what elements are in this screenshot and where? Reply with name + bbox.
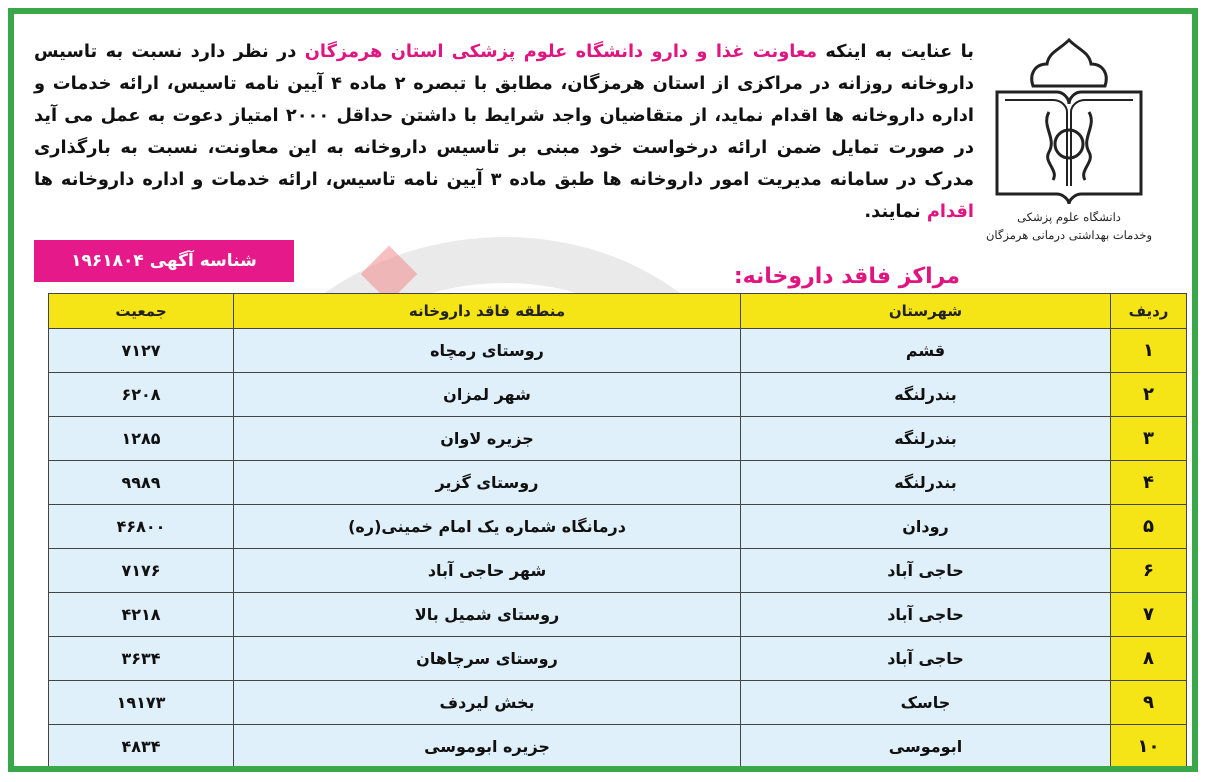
row-index: ۱ bbox=[1111, 329, 1187, 373]
header-city: شهرستان bbox=[741, 294, 1111, 329]
intro-text-start: با عنایت به اینکه bbox=[816, 41, 974, 62]
table-row bbox=[49, 681, 1187, 725]
row-city: جاسک bbox=[741, 681, 1111, 725]
intro-highlight-organization: معاونت غذا و دارو دانشگاه علوم پزشکی استان هرمزگان bbox=[304, 41, 817, 62]
table-row bbox=[49, 505, 1187, 549]
intro-paragraph bbox=[34, 36, 974, 228]
row-city: رودان bbox=[741, 505, 1111, 549]
row-city: بندرلنگه bbox=[741, 417, 1111, 461]
row-area: بخش لیردف bbox=[234, 681, 741, 725]
row-area: روستای شمیل بالا bbox=[234, 593, 741, 637]
row-city: حاجی آباد bbox=[741, 593, 1111, 637]
table-row bbox=[49, 373, 1187, 417]
row-city: بندرلنگه bbox=[741, 461, 1111, 505]
table-header-row bbox=[49, 294, 1187, 329]
row-city: حاجی آباد bbox=[741, 549, 1111, 593]
row-population: ۴۲۱۸ bbox=[49, 593, 234, 637]
row-index: ۸ bbox=[1111, 637, 1187, 681]
row-area: جزیره لاوان bbox=[234, 417, 741, 461]
row-index: ۷ bbox=[1111, 593, 1187, 637]
row-index: ۴ bbox=[1111, 461, 1187, 505]
row-city: قشم bbox=[741, 329, 1111, 373]
row-area: روستای گزیر bbox=[234, 461, 741, 505]
pharmacy-table bbox=[48, 293, 1187, 769]
row-area: روستای سرچاهان bbox=[234, 637, 741, 681]
header-area: منطقه فاقد داروخانه bbox=[234, 294, 741, 329]
row-area: شهر لمزان bbox=[234, 373, 741, 417]
row-population: ۱۲۸۵ bbox=[49, 417, 234, 461]
row-index: ۵ bbox=[1111, 505, 1187, 549]
row-index: ۲ bbox=[1111, 373, 1187, 417]
row-population: ۶۲۰۸ bbox=[49, 373, 234, 417]
section-title: مراکز فاقد داروخانه: bbox=[733, 264, 960, 289]
row-population: ۷۱۲۷ bbox=[49, 329, 234, 373]
header-index: ردیف bbox=[1111, 294, 1187, 329]
university-emblem-icon bbox=[989, 34, 1149, 204]
logo-line-services: وخدمات بهداشتی درمانی هرمزگان bbox=[985, 228, 1153, 242]
row-population: ۴۸۳۴ bbox=[49, 725, 234, 769]
intro-text-end: نمایند. bbox=[864, 201, 927, 222]
ad-frame bbox=[8, 8, 1198, 772]
row-population: ۱۹۱۷۳ bbox=[49, 681, 234, 725]
row-area: روستای رمچاه bbox=[234, 329, 741, 373]
table-row bbox=[49, 725, 1187, 769]
row-population: ۳۶۳۴ bbox=[49, 637, 234, 681]
table-row bbox=[49, 417, 1187, 461]
row-area: شهر حاجی آباد bbox=[234, 549, 741, 593]
intro-highlight-action: اقدام bbox=[926, 201, 974, 222]
row-area: درمانگاه شماره یک امام خمینی(ره) bbox=[234, 505, 741, 549]
row-city: حاجی آباد bbox=[741, 637, 1111, 681]
row-city: بندرلنگه bbox=[741, 373, 1111, 417]
intro-text-body: در نظر دارد نسبت به تاسیس داروخانه روزانه در مراکزی از استان هرمزگان، مطابق با تبصره ۲ ماده ۴ آیین نامه تاسیس، ارائه خدمات و اداره داروخانه ها اقدام نماید، از متقاضیان واجد شرایط با داشتن حداقل ۲۰۰۰ امتیاز دعوت به عمل می آید در صورت تمایل ضمن ارائه درخواست خود مبنی بر تاسیس داروخانه به این معاونت، نسبت به بارگذاری مدرک در سامانه مدیریت امور داروخانه ها طبق ماده ۳ آیین نامه تاسیس، ارائه خدمات و اداره داروخانه ها bbox=[34, 41, 975, 190]
table-row bbox=[49, 637, 1187, 681]
row-index: ۱۰ bbox=[1111, 725, 1187, 769]
row-index: ۳ bbox=[1111, 417, 1187, 461]
table-row bbox=[49, 549, 1187, 593]
row-area: جزیره ابوموسی bbox=[234, 725, 741, 769]
ad-id-badge: شناسه آگهی ۱۹۶۱۸۰۴ bbox=[34, 240, 294, 282]
row-index: ۹ bbox=[1111, 681, 1187, 725]
table-row bbox=[49, 461, 1187, 505]
table-row bbox=[49, 329, 1187, 373]
row-population: ۷۱۷۶ bbox=[49, 549, 234, 593]
logo-line-university: دانشگاه علوم پزشکی bbox=[1017, 210, 1121, 224]
header-population: جمعیت bbox=[49, 294, 234, 329]
university-logo bbox=[964, 34, 1174, 274]
row-population: ۴۶۸۰۰ bbox=[49, 505, 234, 549]
row-index: ۶ bbox=[1111, 549, 1187, 593]
row-population: ۹۹۸۹ bbox=[49, 461, 234, 505]
row-city: ابوموسی bbox=[741, 725, 1111, 769]
table-row bbox=[49, 593, 1187, 637]
